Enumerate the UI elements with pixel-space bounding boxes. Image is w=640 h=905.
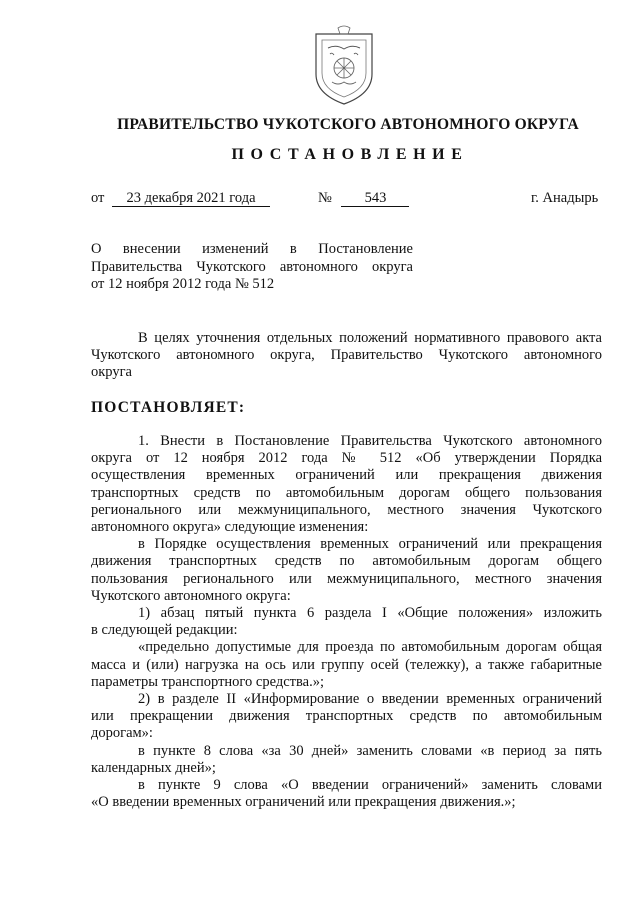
body-line: Чукотского автономного округа: <box>91 587 291 604</box>
body-line: в следующей редакции: <box>91 622 238 639</box>
body-line: 1) абзац пятый пункта 6 раздела I «Общие положения» изложить <box>138 605 602 622</box>
body-line: 2) в разделе II «Информирование о введении временных ограничений <box>138 691 602 708</box>
body-line: в пункте 8 слова «за 30 дней» заменить словами «в период за пять <box>138 742 602 759</box>
subject-line: О внесении изменений в Постановление <box>91 241 413 257</box>
body-line: пользования регионального или межмуниципального, местного значения <box>91 570 602 587</box>
body-line: транспортных средств по автомобильным дорогам общего пользования <box>91 484 602 501</box>
document-date: 23 декабря 2021 года <box>112 191 270 207</box>
body-line: календарных дней»; <box>91 759 216 776</box>
body-line: «О введении временных ограничений или прекращения движения.»; <box>91 794 516 811</box>
body-line: округа от 12 ноября 2012 года № 512 «Об утверждении Порядка <box>91 450 602 467</box>
preamble <box>91 330 602 382</box>
organization-title: ПРАВИТЕЛЬСТВО ЧУКОТСКОГО АВТОНОМНОГО ОКРУГА <box>117 116 579 133</box>
document-number: 543 <box>341 191 409 207</box>
body-line: или прекращении движения транспортных средств по автомобильным <box>91 708 602 725</box>
document-body <box>91 433 602 811</box>
preamble-line: округа <box>91 364 132 381</box>
document-place: г. Анадырь <box>531 190 599 206</box>
body-line: дорогам»: <box>91 725 153 742</box>
number-prefix: № <box>318 190 332 206</box>
number-block <box>318 190 409 207</box>
date-prefix: от <box>91 190 105 206</box>
body-line: автономного округа» следующие изменения: <box>91 519 369 536</box>
document-subject <box>91 241 413 294</box>
body-line: масса и (или) нагрузка на ось или группу осей (тележку), а также габаритные <box>91 656 602 673</box>
body-line: параметры транспортного средства.»; <box>91 673 324 690</box>
coat-of-arms-icon <box>308 22 380 110</box>
body-line: «предельно допустимые для проезда по автомобильным дорогам общая <box>138 639 602 656</box>
body-line: в Порядке осуществления временных ограничений или прекращения <box>138 536 602 553</box>
preamble-line: Чукотского автономного округа, Правительство Чукотского автономного <box>91 347 602 364</box>
body-line: осуществления временных ограничений или прекращения движения <box>91 467 602 484</box>
preamble-line: В целях уточнения отдельных положений нормативного правового акта <box>138 330 602 346</box>
body-line: регионального или межмуниципального, местного значения Чукотского <box>91 501 602 518</box>
document-type-title: ПОСТАНОВЛЕНИЕ <box>231 146 469 163</box>
subject-line: от 12 ноября 2012 года № 512 <box>91 276 275 292</box>
body-line: в пункте 9 слова «О введении ограничений» заменить словами <box>138 777 602 794</box>
body-line: движения транспортных средств по автомобильным дорогам общего <box>91 553 602 570</box>
date-block <box>91 190 270 207</box>
body-line: 1. Внести в Постановление Правительства Чукотского автономного <box>138 433 602 449</box>
subject-line: Правительства Чукотского автономного округа <box>91 258 413 275</box>
resolves-heading: ПОСТАНОВЛЯЕТ: <box>91 399 246 416</box>
